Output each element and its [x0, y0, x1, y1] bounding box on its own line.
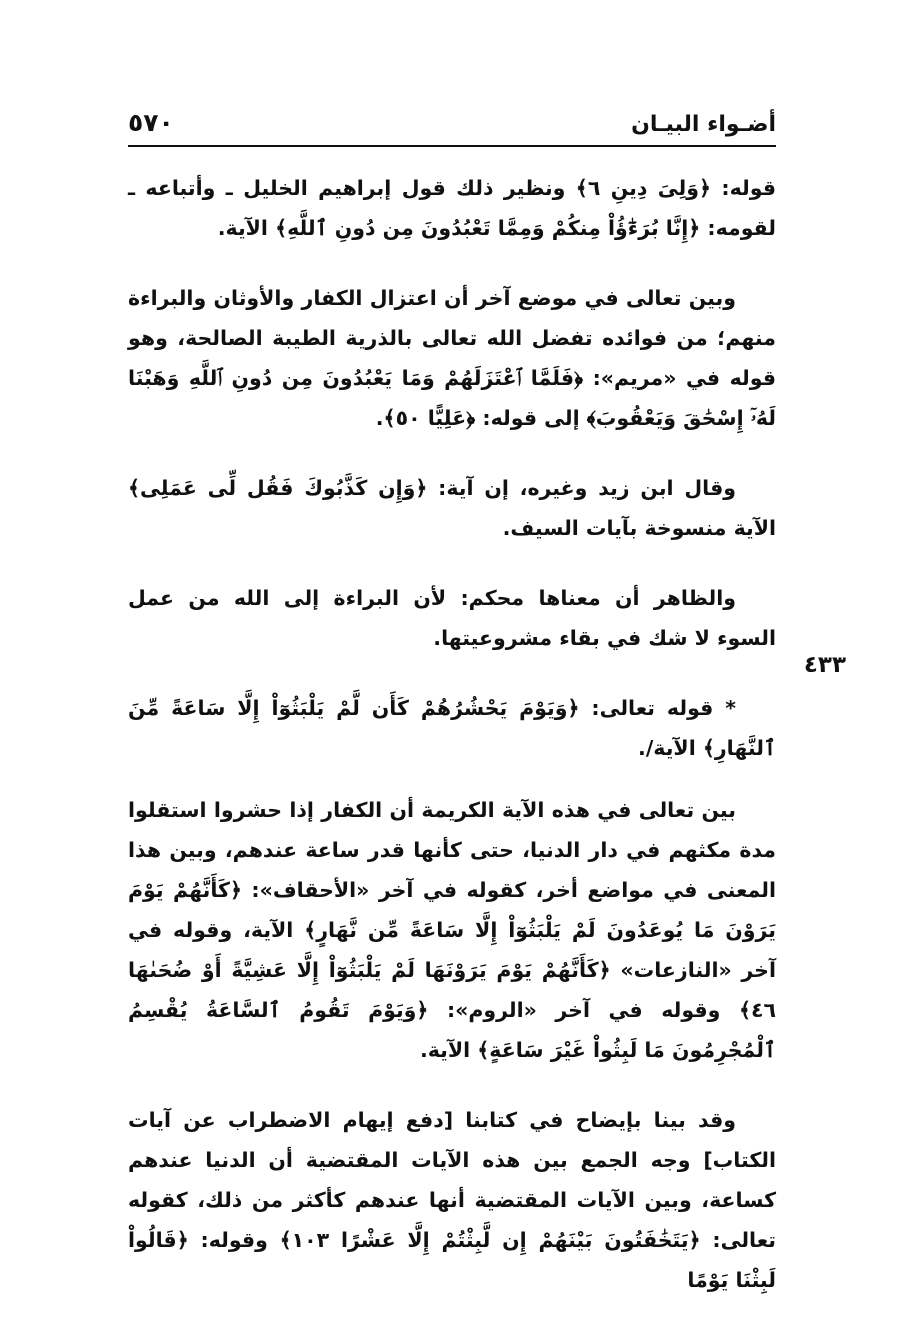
paragraph-6: بين تعالى في هذه الآية الكريمة أن الكفار إذا حشروا استقلوا مدة مكثهم في دار الدنيا، حتى كأنها قدر ساعة عندهم، وبين هذا المعنى في مواضع أخر، كقوله في آخر «الأحقاف»: ﴿كَأَنَّهُمْ يَوْمَ يَرَوْنَ مَا يُوعَدُونَ لَمْ يَلْبَثُوٓاْ إِلَّا سَاعَةً مِّن نَّهَارٍ﴾ الآية، وقوله في آخر «النازعات» ﴿كَأَنَّهُمْ يَوْمَ يَرَوْنَهَا لَمْ يَلْبَثُوٓاْ إِلَّا عَشِيَّةً أَوْ ضُحَىٰهَا ٤٦﴾ وقوله في آخر «الروم»: ﴿وَيَوْمَ تَقُومُ ٱلسَّاعَةُ يُقْسِمُ ٱلْمُجْرِمُونَ مَا لَبِثُواْ غَيْرَ سَاعَةٍ﴾ الآية.	[128, 798, 776, 1062]
paragraph-7: وقد بينا بإيضاح في كتابنا [دفع إيهام الاضطراب عن آيات الكتاب] وجه الجمع بين هذه الآيات المقتضية أن الدنيا عندهم كساعة، وبين الآيات المقتضية أنها عندهم كأكثر من ذلك، كقوله تعالى: ﴿يَتَخَٰفَتُونَ بَيْنَهُمْ إِن لَّبِثْتُمْ إِلَّا عَشْرًا ١٠٣﴾ وقوله: ﴿قَالُواْ لَبِثْنَا يَوْمًا	[128, 1108, 776, 1292]
paragraph-3: وقال ابن زيد وغيره، إن آية: ﴿وَإِن كَذَّبُوكَ فَقُل لِّى عَمَلِى﴾ الآية منسوخة بآيات السيف.	[128, 476, 776, 540]
page-number: ٥٧٠	[128, 108, 174, 137]
paragraph-4: والظاهر أن معناها محكم: لأن البراءة إلى الله من عمل السوء لا شك في بقاء مشروعيتها.	[128, 586, 776, 650]
page-header	[128, 105, 776, 147]
paragraph-2: وبين تعالى في موضع آخر أن اعتزال الكفار والأوثان والبراءة منهم؛ من فوائده تفضل الله تعالى بالذرية الطيبة الصالحة، وهو قوله في «مريم»: ﴿فَلَمَّا ٱعْتَزَلَهُمْ وَمَا يَعْبُدُونَ مِن دُونِ ٱللَّهِ وَهَبْنَا لَهُۥٓ إِسْحَٰقَ وَيَعْقُوبَ﴾ إلى قوله: ﴿عَلِيًّا ٥٠﴾.	[128, 286, 776, 430]
book-title: أضـواء البيـان	[631, 112, 776, 137]
margin-page-reference: ٤٣٣	[803, 652, 846, 678]
paragraph-5-heading: * قوله تعالى: ﴿وَيَوْمَ يَحْشُرُهُمْ كَأَن لَّمْ يَلْبَثُوٓاْ إِلَّا سَاعَةً مِّنَ ٱلنَّهَارِ﴾ الآية/.	[128, 696, 776, 760]
body-text	[128, 168, 776, 1330]
paragraph-1: قوله: ﴿وَلِىَ دِينِ ٦﴾ ونظير ذلك قول إبراهيم الخليل ـ وأتباعه ـ لقومه: ﴿إِنَّا بُرَءَٰٓؤُاْ مِنكُمْ وَمِمَّا تَعْبُدُونَ مِن دُونِ ٱللَّهِ﴾ الآية.	[128, 176, 776, 240]
